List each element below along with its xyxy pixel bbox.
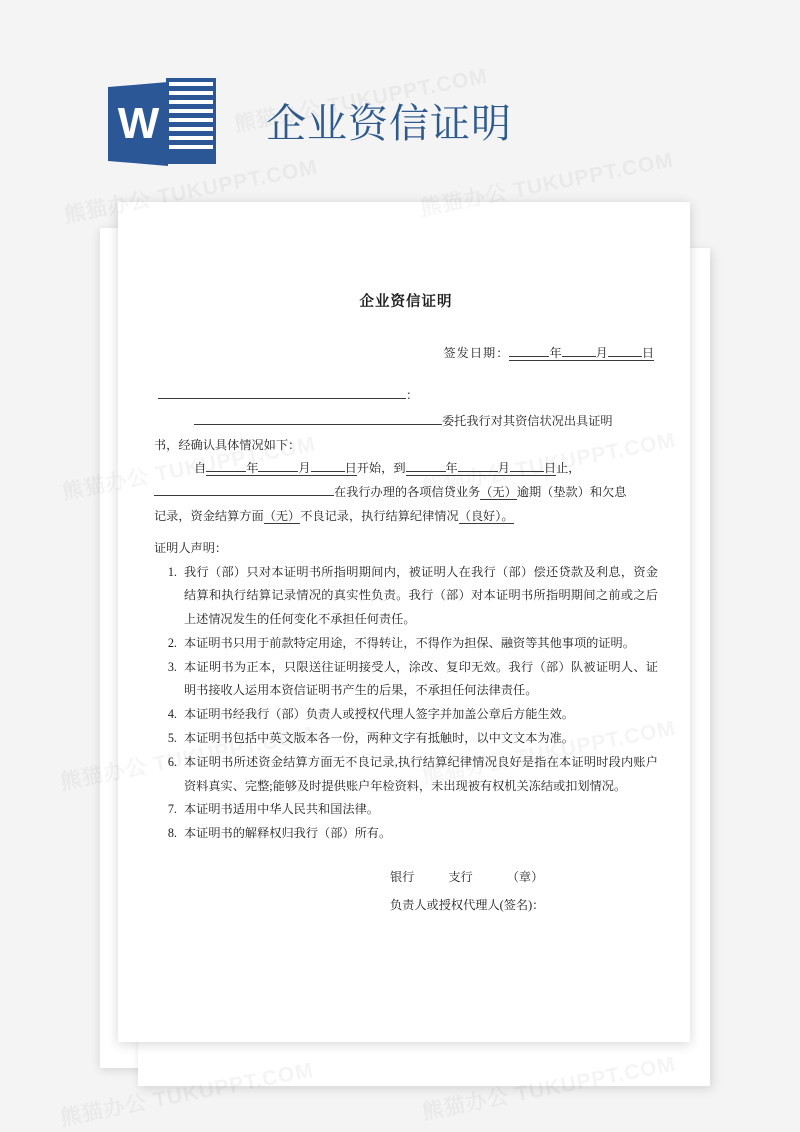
- status-segment-2: 逾期（垫款）和欠息: [516, 485, 627, 500]
- period-paragraph: [154, 457, 658, 481]
- signature-bank-line: [390, 866, 658, 890]
- period-to-label: 到: [393, 461, 406, 476]
- status-segment-3: 记录，资金结算方面: [154, 508, 264, 523]
- addressee-colon: ：: [406, 388, 419, 403]
- word-icon-lines: [166, 78, 216, 164]
- signature-branch: 支行: [448, 869, 473, 884]
- signature-block: [154, 866, 658, 918]
- list-item: 8. 本证明书的解释权归我行（部）所有。: [180, 822, 658, 846]
- intro-paragraph: [154, 410, 658, 458]
- period-start-year-blank[interactable]: [206, 471, 246, 472]
- issue-date-month-blank[interactable]: [562, 356, 596, 357]
- period-end-month-unit: 月: [497, 461, 510, 476]
- addressee-blank[interactable]: [158, 398, 406, 399]
- list-item: 3. 本证明书为正本，只限送往证明接受人，涂改、复印无效。我行（部）队被证明人、证明书接收人运用本资信证明书产生的后果，不承担任何法律责任。: [180, 656, 658, 704]
- issue-date-day-unit: 日: [641, 346, 654, 361]
- list-item: 1. 我行（部）只对本证明书所指明期间内，被证明人在我行（部）偿还贷款及利息，资金结算和执行结算记录情况的真实性负责。我行（部）对本证明书所指明期间之前或之后上述情况发生的任何变化不承担任何责任。: [180, 561, 658, 632]
- addressee-line: [154, 384, 658, 408]
- period-end-year-blank[interactable]: [406, 471, 446, 472]
- period-end-year-unit: 年: [445, 461, 458, 476]
- list-item: 6. 本证明书所述资金结算方面无不良记录,执行结算纪律情况良好是指在本证明时段内账户资料真实、完整;能够及时提供账户年检资料，未出现被有权机关冻结或扣划情况。: [180, 751, 658, 799]
- list-item: 5. 本证明书包括中英文版本各一份，两种文字有抵触时，以中文文本为准。: [180, 727, 658, 751]
- issue-date-year-blank[interactable]: [509, 356, 549, 357]
- period-start-day-unit: 日: [344, 461, 357, 476]
- period-start-year-unit: 年: [246, 461, 259, 476]
- list-item: 4. 本证明书经我行（部）负责人或授权代理人签字并加盖公章后方能生效。: [180, 703, 658, 727]
- period-end-day-unit: 日: [543, 461, 557, 476]
- certificate-title: 企业资信证明: [359, 294, 453, 310]
- issue-date-day-blank[interactable]: [608, 356, 642, 357]
- status-segment-4: 不良记录，执行结算纪律情况: [300, 508, 459, 523]
- declaration-heading: 证明人声明：: [154, 540, 228, 555]
- period-start-month-unit: 月: [298, 461, 311, 476]
- status-paragraph: [154, 481, 658, 529]
- document-content: [118, 202, 690, 1042]
- signature-bank: 银行: [390, 869, 415, 884]
- signature-seal: （章）: [506, 869, 544, 884]
- status-mark-good[interactable]: （良好）。: [458, 508, 514, 523]
- page-header: [0, 0, 800, 190]
- period-start-month-blank[interactable]: [258, 471, 298, 472]
- word-icon-letter: W: [117, 99, 159, 148]
- status-segment-1: 在我行办理的各项信贷业务: [334, 485, 481, 500]
- period-start-fields[interactable]: [206, 461, 357, 476]
- period-start-day-blank[interactable]: [311, 471, 345, 472]
- period-end-day-blank[interactable]: [510, 471, 544, 472]
- period-end-fields[interactable]: [406, 461, 557, 476]
- list-item: 2. 本证明书只用于前款特定用途，不得转让，不得作为担保、融资等其他事项的证明。: [180, 632, 658, 656]
- period-start-word: 开始，: [356, 461, 394, 476]
- issue-date-line: [154, 342, 658, 366]
- period-from-label: 自: [194, 461, 207, 476]
- period-end-month-blank[interactable]: [458, 471, 498, 472]
- issue-date-month-unit: 月: [595, 346, 608, 361]
- period-end-word: 止，: [556, 461, 581, 476]
- status-mark-none-2[interactable]: （无）: [263, 508, 301, 523]
- issue-date-label: 签发日期：: [443, 346, 510, 361]
- list-item: 7. 本证明书适用中华人民共和国法律。: [180, 798, 658, 822]
- declaration-clause-list: [154, 561, 658, 846]
- issue-date-fields[interactable]: [509, 346, 654, 361]
- signature-signer-line: 负责人或授权代理人(签名)：: [390, 897, 545, 912]
- word-document-icon: [108, 78, 216, 166]
- issue-date-year-unit: 年: [549, 346, 562, 361]
- page-title: 企业资信证明: [266, 102, 512, 146]
- status-mark-none-1[interactable]: （无）: [480, 485, 517, 500]
- intro-line1-tail: 委托我行对其资信状况出具证明: [442, 413, 613, 428]
- entrustor-blank[interactable]: [194, 424, 442, 425]
- intro-line2: 书，经确认具体情况如下：: [154, 437, 301, 452]
- company-name-blank[interactable]: [154, 495, 334, 496]
